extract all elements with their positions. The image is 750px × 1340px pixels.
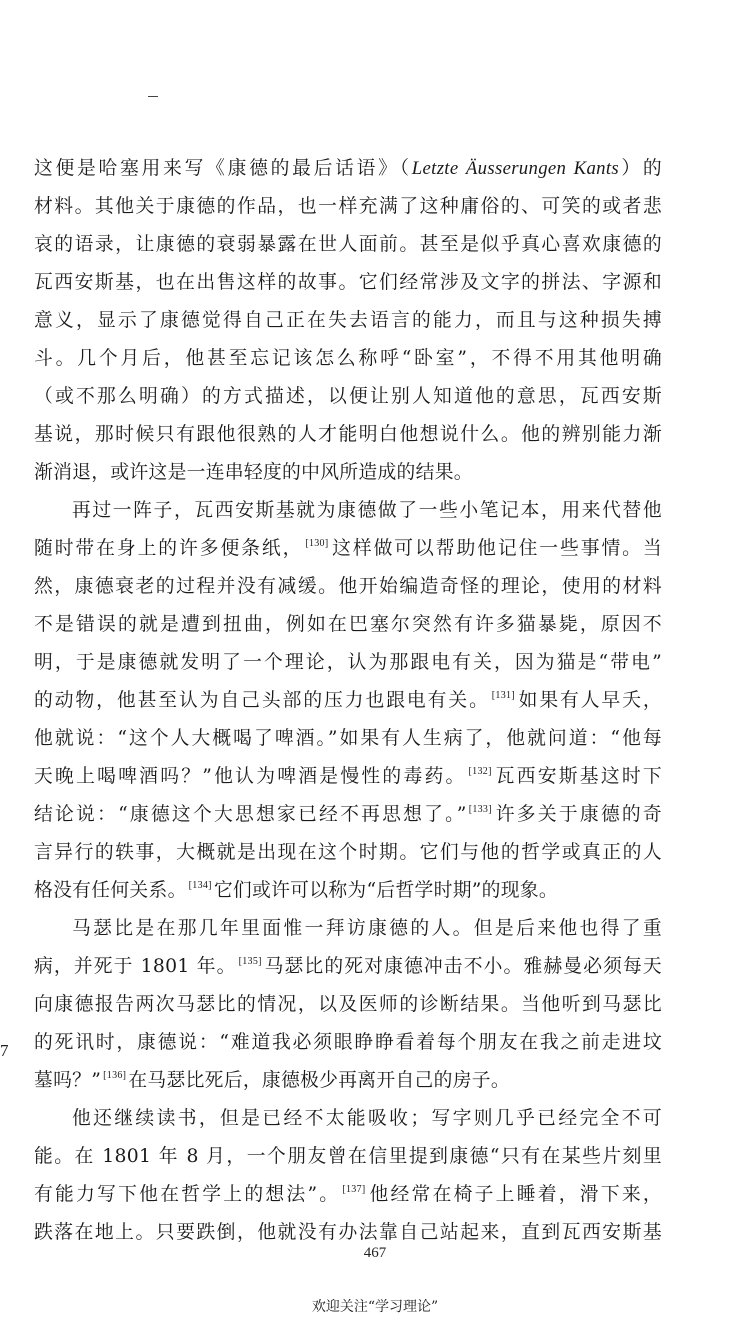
text-line: 然，康德衰老的过程并没有减缓。他开始编造奇怪的理论，使用的材料 bbox=[34, 576, 662, 597]
text-line bbox=[34, 758, 662, 796]
text-line bbox=[34, 872, 662, 910]
text-line: 向康德报告两次马瑟比的情况，以及医师的诊断结果。当他听到马瑟比 bbox=[34, 994, 662, 1015]
book-title-italic: Letzte Äusserungen Kants bbox=[411, 158, 619, 179]
text-line bbox=[34, 796, 662, 834]
footnote-ref: [137] bbox=[342, 1184, 366, 1195]
footnote-ref: [136] bbox=[103, 1070, 127, 1081]
text-line bbox=[34, 530, 662, 568]
footnote-ref: [134] bbox=[188, 880, 212, 891]
text-line: 能。在 1801 年 8 月，一个朋友曾在信里提到康德“只有在某些片刻里 bbox=[34, 1146, 662, 1167]
text-line: 的死讯时，康德说：“难道我必须眼睁睁看着每个朋友在我之前走进坟 bbox=[34, 1032, 662, 1053]
text-line: 马瑟比是在那几年里面惟一拜访康德的人。但是后来他也得了重 bbox=[72, 918, 662, 939]
text-line: 材料。其他关于康德的作品，也一样充满了这种庸俗的、可笑的或者悲 bbox=[34, 196, 662, 217]
text-line: （或不那么明确）的方式描述，以便让别人知道他的意思，瓦西安斯 bbox=[34, 386, 662, 407]
text-segment: 墓吗？” bbox=[34, 1070, 102, 1091]
text-segment: 许多关于康德的奇 bbox=[493, 804, 662, 825]
text-segment: 结论说：“康德这个大思想家已经不再思想了。” bbox=[34, 804, 467, 825]
text-segment: 的动物，他甚至认为自己头部的压力也跟电有关。 bbox=[34, 690, 490, 711]
text-segment: 瓦西安斯基这时下 bbox=[493, 766, 662, 787]
text-segment: 这便是哈塞用来写《康德的最后话语》（ bbox=[34, 158, 412, 179]
text-segment: 如果有人早夭， bbox=[516, 690, 662, 711]
body-text bbox=[34, 150, 662, 1252]
text-segment: 随时带在身上的许多便条纸， bbox=[34, 538, 304, 559]
text-line bbox=[34, 1176, 662, 1214]
text-line bbox=[34, 150, 662, 188]
text-segment: 天晚上喝啤酒吗？”他认为啤酒是慢性的毒药。 bbox=[34, 766, 467, 787]
footnote-ref: [133] bbox=[468, 804, 492, 815]
text-line: 跌落在地上。只要跌倒，他就没有办法靠自己站起来，直到瓦西安斯基 bbox=[34, 1222, 662, 1243]
text-line: 言异行的轶事，大概就是出现在这个时期。它们与他的哲学或真正的人 bbox=[34, 842, 662, 863]
text-line: 基说，那时候只有跟他很熟的人才能明白他想说什么。他的辨别能力渐 bbox=[34, 424, 662, 445]
text-line: 他就说：“这个人大概喝了啤酒。”如果有人生病了，他就问道：“他每 bbox=[34, 728, 662, 749]
text-segment: 马瑟比的死对康德冲击不小。雅赫曼必须每天 bbox=[263, 956, 663, 977]
footer-watermark-text: 欢迎关注“学习理论” bbox=[311, 1299, 439, 1315]
footnote-ref: [131] bbox=[491, 690, 515, 701]
text-line: 不是错误的就是遭到扭曲，例如在巴塞尔突然有许多猫暴毙，原因不 bbox=[34, 614, 662, 635]
footnote-ref: [132] bbox=[468, 766, 492, 777]
margin-number: 7 bbox=[0, 1041, 9, 1060]
footnote-ref: [130] bbox=[305, 538, 329, 549]
text-line: 他还继续读书，但是已经不太能吸收；写字则几乎已经完全不可 bbox=[72, 1108, 662, 1129]
text-segment: 这样做可以帮助他记住一些事情。当 bbox=[330, 538, 662, 559]
text-line: 哀的语录，让康德的衰弱暴露在世人面前。甚至是似乎真心喜欢康德的 bbox=[34, 234, 662, 255]
text-line bbox=[34, 948, 662, 986]
page-number: 467 bbox=[363, 1245, 387, 1261]
text-segment: 他经常在椅子上睡着，滑下来， bbox=[367, 1184, 662, 1205]
text-segment: 病，并死于 1801 年。 bbox=[34, 956, 237, 977]
text-line: 再过一阵子，瓦西安斯基就为康德做了一些小笔记本，用来代替他 bbox=[72, 500, 662, 521]
footnote-ref: [135] bbox=[238, 956, 262, 967]
text-segment: 有能力写下他在哲学上的想法”。 bbox=[34, 1184, 341, 1205]
text-line: 明，于是康德就发明了一个理论，认为那跟电有关，因为猫是“带电” bbox=[34, 652, 662, 673]
text-segment: 在马瑟比死后，康德极少再离开自己的房子。 bbox=[128, 1070, 510, 1091]
scan-artifact-mark bbox=[148, 96, 158, 97]
text-line: 斗。几个月后，他甚至忘记该怎么称呼“卧室”，不得不用其他明确 bbox=[34, 348, 662, 369]
text-segment: ）的 bbox=[618, 158, 662, 179]
text-line: 渐消退，或许这是一连串轻度的中风所造成的结果。 bbox=[34, 462, 473, 483]
text-line bbox=[34, 1062, 662, 1100]
text-line: 意义，显示了康德觉得自己正在失去语言的能力，而且与这种损失搏 bbox=[34, 310, 662, 331]
text-segment: 它们或许可以称为“后哲学时期”的现象。 bbox=[213, 880, 559, 901]
text-line bbox=[34, 682, 662, 720]
text-line: 瓦西安斯基，也在出售这样的故事。它们经常涉及文字的拼法、字源和 bbox=[34, 272, 662, 293]
text-segment: 格没有任何关系。 bbox=[34, 880, 187, 901]
